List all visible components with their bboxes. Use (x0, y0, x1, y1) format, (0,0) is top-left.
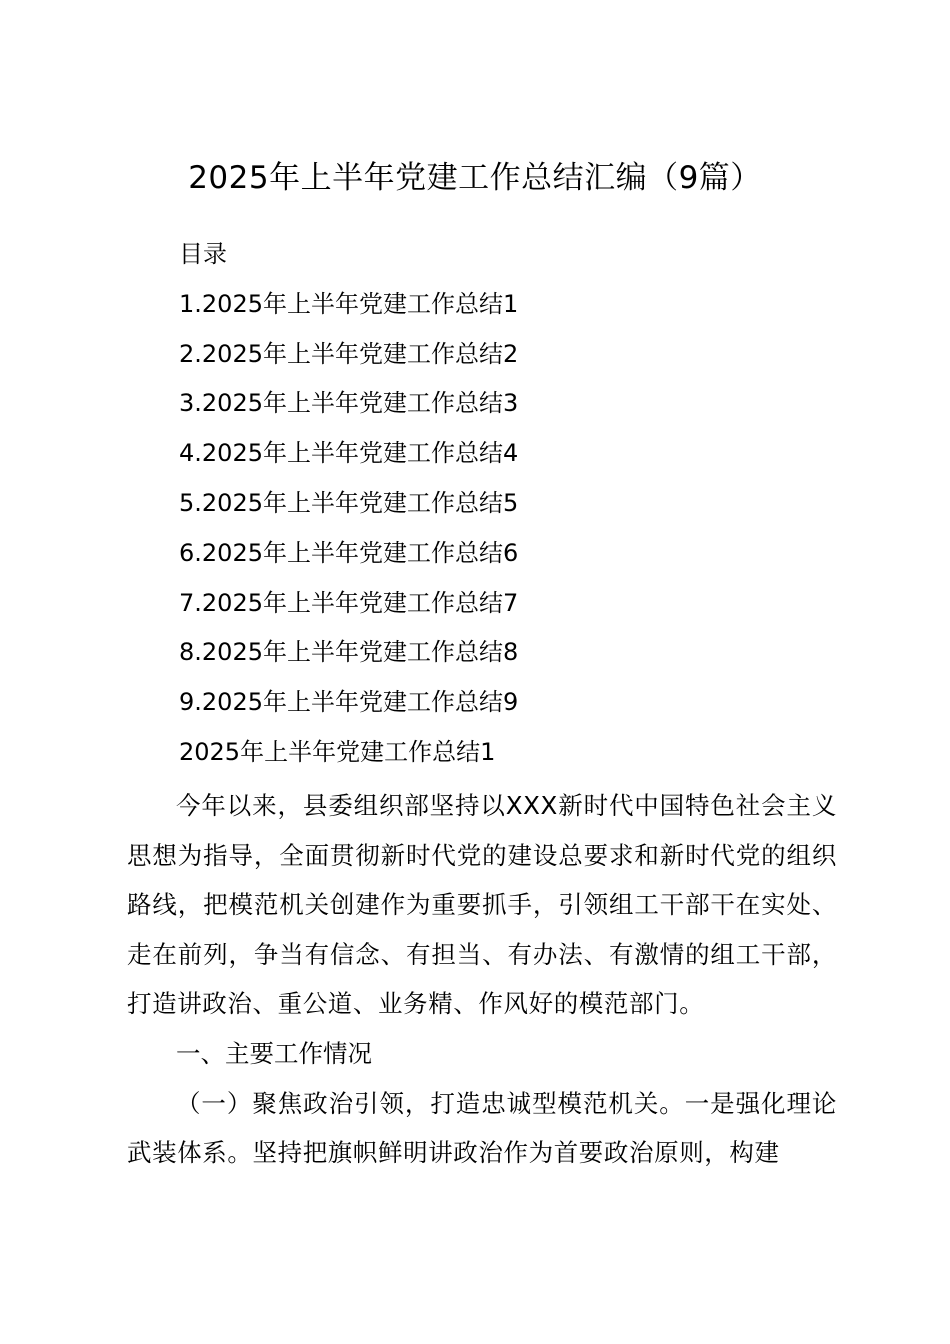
intro-paragraph: 今年以来，县委组织部坚持以XXX新时代中国特色社会主义思想为指导，全面贯彻新时代党的建设总要求和新时代党的组织路线，把模范机关创建作为重要抓手，引领组工干部干在实处、走在前列，争当有信念、有担当、有办法、有激情的组工干部，打造讲政治、重公道、业务精、作风好的模范部门。 (127, 791, 837, 1019)
toc-item[interactable]: 9.2025年上半年党建工作总结9 (179, 688, 519, 717)
document-body (127, 781, 837, 1178)
toc-item[interactable]: 2.2025年上半年党建工作总结2 (179, 339, 519, 368)
toc-item[interactable]: 5.2025年上半年党建工作总结5 (179, 488, 519, 517)
toc-item[interactable]: 6.2025年上半年党建工作总结6 (179, 538, 519, 567)
toc-item[interactable]: 4.2025年上半年党建工作总结4 (179, 439, 519, 468)
toc-item[interactable]: 7.2025年上半年党建工作总结7 (179, 588, 519, 617)
body-paragraph: （一）聚焦政治引领，打造忠诚型模范机关。一是强化理论武装体系。坚持把旗帜鲜明讲政治作为首要政治原则，构建 (127, 1088, 837, 1168)
section-heading: 一、主要工作情况 (176, 1038, 372, 1068)
document-title: 2025年上半年党建工作总结汇编（9篇） (188, 160, 762, 196)
toc-item[interactable]: 1.2025年上半年党建工作总结1 (179, 289, 519, 318)
section-title: 2025年上半年党建工作总结1 (179, 737, 496, 766)
toc-heading: 目录 (179, 240, 227, 268)
toc-item[interactable]: 8.2025年上半年党建工作总结8 (179, 638, 519, 667)
table-of-contents (179, 234, 518, 782)
toc-item[interactable]: 3.2025年上半年党建工作总结3 (179, 389, 519, 418)
